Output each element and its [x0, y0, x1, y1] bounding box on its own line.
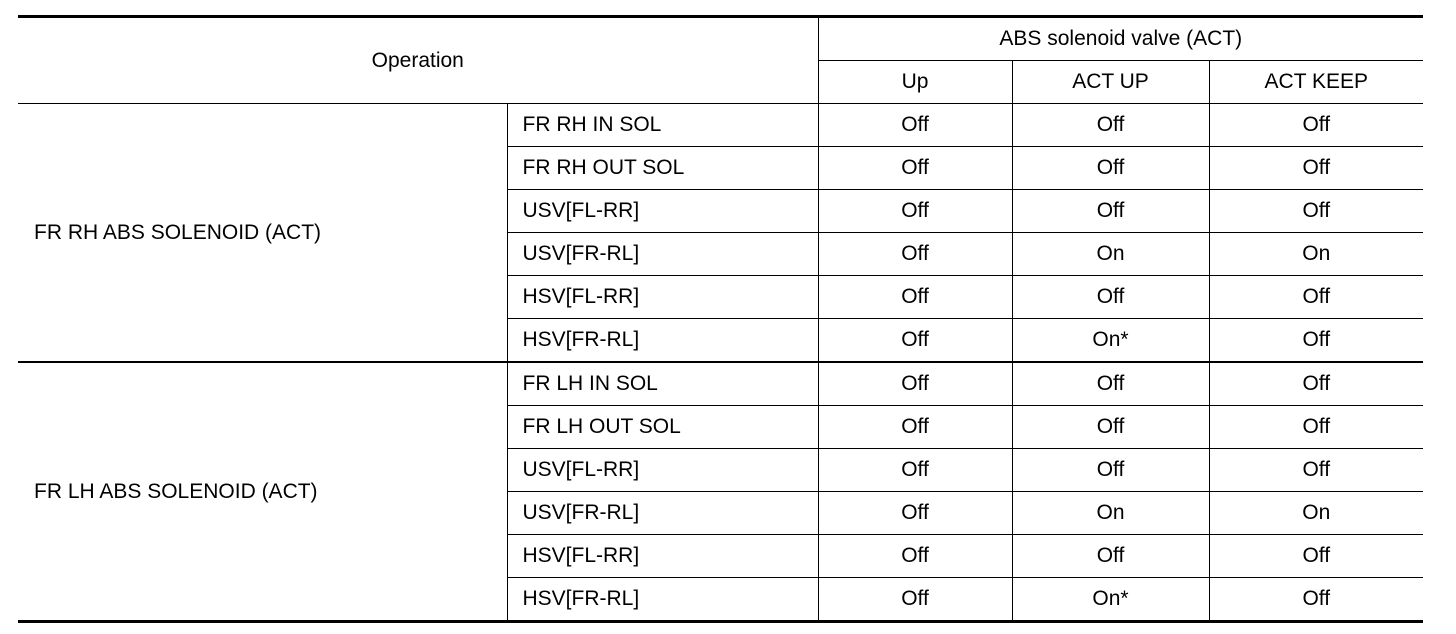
value-act-keep: Off	[1209, 319, 1423, 363]
header-up: Up	[818, 61, 1012, 104]
value-act-up: On	[1012, 233, 1209, 276]
value-up: Off	[818, 190, 1012, 233]
header-abs-solenoid-valve: ABS solenoid valve (ACT)	[818, 17, 1423, 61]
item-label: FR RH OUT SOL	[507, 147, 818, 190]
value-act-up: Off	[1012, 535, 1209, 578]
header-operation: Operation	[18, 17, 818, 104]
value-act-keep: Off	[1209, 449, 1423, 492]
value-act-keep: Off	[1209, 104, 1423, 147]
value-up: Off	[818, 319, 1012, 363]
value-up: Off	[818, 276, 1012, 319]
value-act-keep: Off	[1209, 362, 1423, 406]
value-act-up: Off	[1012, 362, 1209, 406]
header-act-up: ACT UP	[1012, 61, 1209, 104]
value-up: Off	[818, 492, 1012, 535]
abs-solenoid-table	[18, 15, 1423, 623]
group-label: FR RH ABS SOLENOID (ACT)	[18, 104, 507, 363]
value-act-keep: On	[1209, 492, 1423, 535]
item-label: FR LH OUT SOL	[507, 406, 818, 449]
item-label: HSV[FR-RL]	[507, 578, 818, 622]
value-up: Off	[818, 406, 1012, 449]
item-label: HSV[FL-RR]	[507, 276, 818, 319]
value-act-up: Off	[1012, 147, 1209, 190]
item-label: FR RH IN SOL	[507, 104, 818, 147]
value-act-up: Off	[1012, 276, 1209, 319]
value-up: Off	[818, 362, 1012, 406]
value-up: Off	[818, 147, 1012, 190]
group-label: FR LH ABS SOLENOID (ACT)	[18, 362, 507, 622]
value-act-keep: Off	[1209, 406, 1423, 449]
value-act-up: Off	[1012, 449, 1209, 492]
value-act-keep: Off	[1209, 190, 1423, 233]
item-label: USV[FR-RL]	[507, 492, 818, 535]
table-body	[18, 104, 1423, 622]
header-act-keep: ACT KEEP	[1209, 61, 1423, 104]
value-act-up: On*	[1012, 319, 1209, 363]
table-row	[18, 104, 1423, 147]
value-act-up: Off	[1012, 190, 1209, 233]
value-up: Off	[818, 449, 1012, 492]
value-act-up: On	[1012, 492, 1209, 535]
item-label: USV[FL-RR]	[507, 190, 818, 233]
item-label: FR LH IN SOL	[507, 362, 818, 406]
value-act-keep: Off	[1209, 535, 1423, 578]
value-act-keep: On	[1209, 233, 1423, 276]
item-label: HSV[FR-RL]	[507, 319, 818, 363]
item-label: USV[FR-RL]	[507, 233, 818, 276]
value-act-keep: Off	[1209, 276, 1423, 319]
value-up: Off	[818, 578, 1012, 622]
value-act-keep: Off	[1209, 578, 1423, 622]
header-row	[18, 17, 1423, 61]
item-label: HSV[FL-RR]	[507, 535, 818, 578]
value-up: Off	[818, 233, 1012, 276]
item-label: USV[FL-RR]	[507, 449, 818, 492]
value-act-up: On*	[1012, 578, 1209, 622]
value-act-up: Off	[1012, 104, 1209, 147]
value-act-keep: Off	[1209, 147, 1423, 190]
value-up: Off	[818, 104, 1012, 147]
table-row	[18, 362, 1423, 406]
value-up: Off	[818, 535, 1012, 578]
value-act-up: Off	[1012, 406, 1209, 449]
